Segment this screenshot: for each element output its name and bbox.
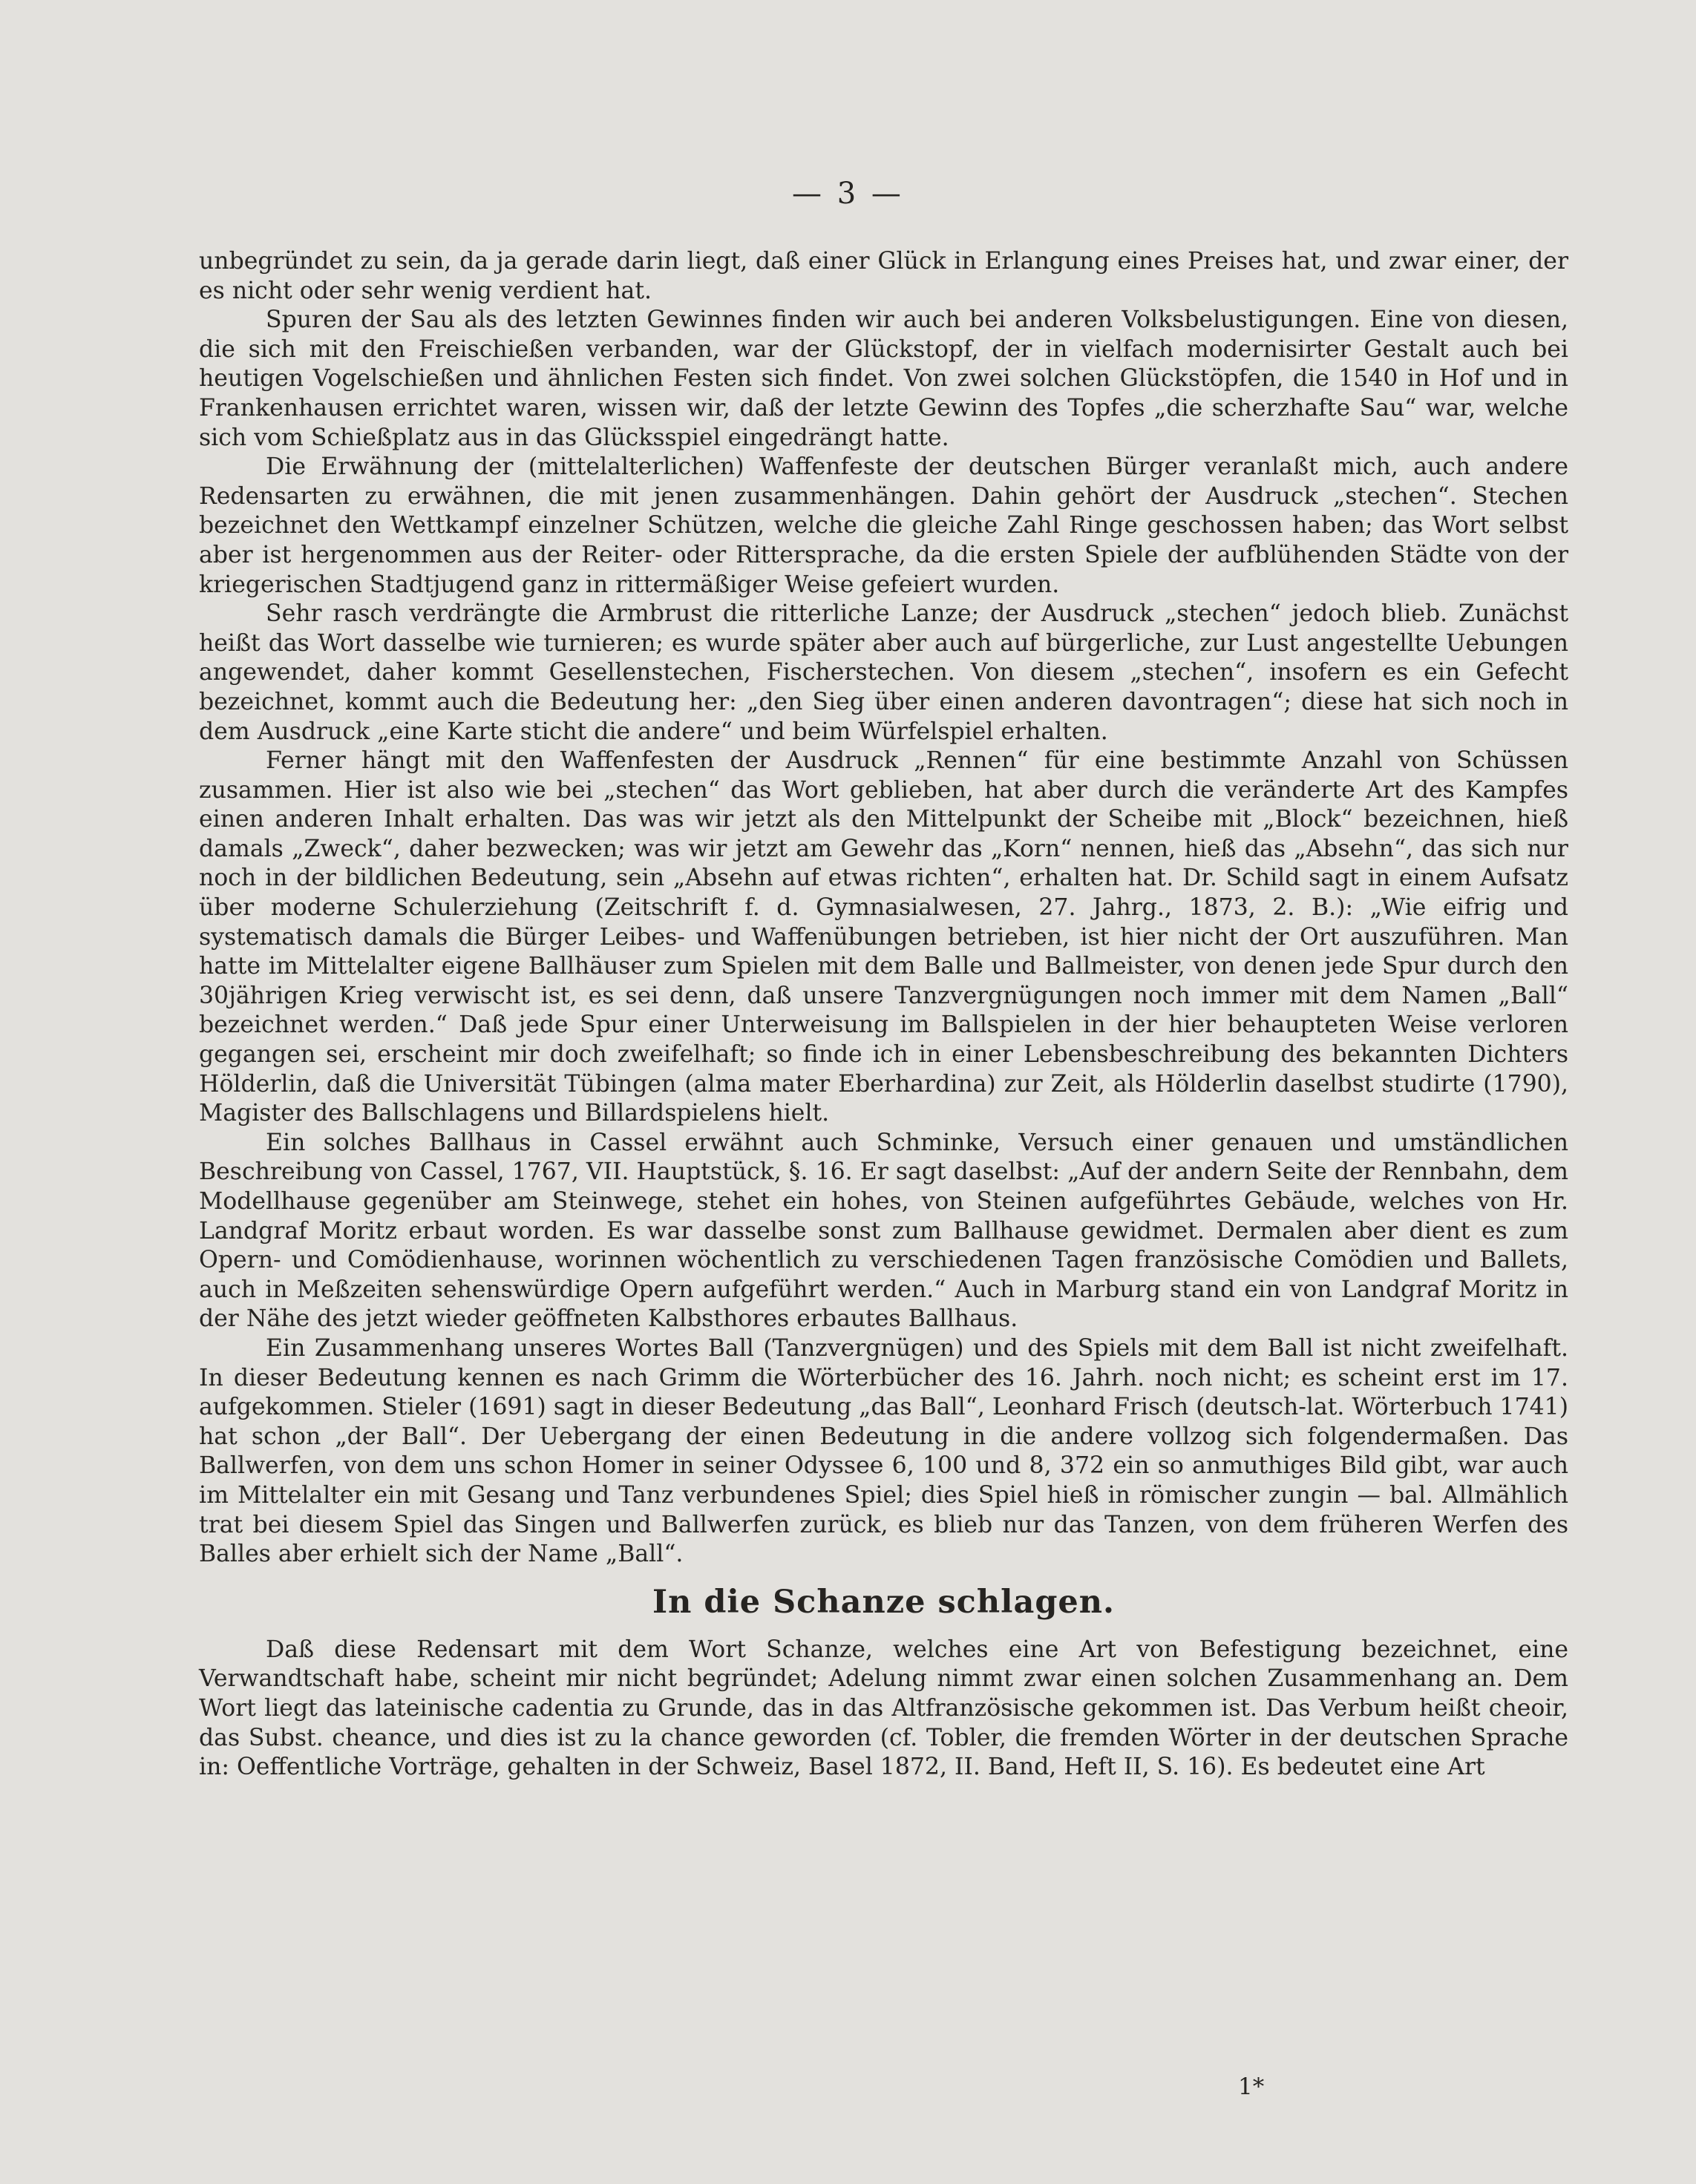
- paragraphs-before-heading: [199, 247, 1568, 1570]
- paragraph: Ferner hängt mit den Waffenfesten der Ausdruck „Rennen“ für eine bestimmte Anzahl von Schüssen zusammen. Hier ist also wie bei „stechen“ das Wort geblieben, hat aber durch die veränderte Art des Kampfes einen anderen Inhalt erhalten. Das was wir jetzt als den Mittelpunkt der Scheibe mit „Block“ bezeichnen, hieß damals „Zweck“, daher bezwecken; was wir jetzt am Gewehr das „Korn“ nennen, hieß das „Absehn“, das sich nur noch in der bildlichen Bedeutung, sein „Absehn auf etwas richten“, erhalten hat. Dr. Schild sagt in einem Aufsatz über moderne Schulerziehung (Zeitschrift f. d. Gymnasialwesen, 27. Jahrg., 1873, 2. B.): „Wie eifrig und systematisch damals die Bürger Leibes- und Waffenübungen betrieben, ist hier nicht der Ort auszuführen. Man hatte im Mittelalter eigene Ballhäuser zum Spielen mit dem Balle und Ballmeister, von denen jede Spur durch den 30jährigen Krieg verwischt ist, es sei denn, daß unsere Tanzvergnügungen noch immer mit dem Namen „Ball“ bezeichnet werden.“ Daß jede Spur einer Unterweisung im Ballspielen in der hier behaupteten Weise verloren gegangen sei, erscheint mir doch zweifelhaft; so finde ich in einer Lebensbeschreibung des bekannten Dichters Hölderlin, daß die Universität Tübingen (alma mater Eberhardina) zur Zeit, als Hölderlin daselbst studirte (1790), Magister des Ballschlagens und Billardspielens hielt.: [199, 747, 1568, 1127]
- paragraph: Daß diese Redensart mit dem Wort Schanze, welches eine Art von Befestigung bezeichnet, eine Verwandtschaft habe, scheint mir nicht begründet; Adelung nimmt zwar einen solchen Zusammenhang an. Dem Wort liegt das lateinische cadentia zu Grunde, das in das Altfranzösische gekommen ist. Das Verbum heißt cheoir, das Subst. cheance, und dies ist zu la chance geworden (cf. Tobler, die fremden Wörter in der deutschen Sprache in: Oeffentliche Vorträge, gehalten in der Schweiz, Basel 1872, II. Band, Heft II, S. 16). Es bedeutet eine Art: [199, 1636, 1568, 1781]
- paragraph: Ein solches Ballhaus in Cassel erwähnt auch Schminke, Versuch einer genauen und umständlichen Beschreibung von Cassel, 1767, VII. Hauptstück, §. 16. Er sagt daselbst: „Auf der andern Seite der Rennbahn, dem Modellhause gegenüber am Steinwege, stehet ein hohes, von Steinen aufgeführtes Gebäude, welches von Hr. Landgraf Moritz erbaut worden. Es war dasselbe sonst zum Ballhause gewidmet. Dermalen aber dient es zum Opern- und Comödienhause, worinnen wöchentlich zu verschiedenen Tagen französische Comödien und Ballets, auch in Meßzeiten sehenswürdige Opern aufgeführt werden.“ Auch in Marburg stand ein von Landgraf Moritz in der Nähe des jetzt wieder geöffneten Kalbsthores erbautes Ballhaus.: [199, 1129, 1568, 1333]
- paragraphs-after-heading: [199, 1636, 1568, 1783]
- body-text: [199, 247, 1568, 1783]
- paragraph: unbegründet zu sein, da ja gerade darin liegt, daß einer Glück in Erlangung eines Preises hat, und zwar einer, der es nicht oder sehr wenig verdient hat.: [199, 248, 1568, 304]
- paragraph: Sehr rasch verdrängte die Armbrust die ritterliche Lanze; der Ausdruck „stechen“ jedoch blieb. Zunächst heißt das Wort dasselbe wie turnieren; es wurde später aber auch auf bürgerliche, zur Lust angestellte Uebungen angewendet, daher kommt Gesellenstechen, Fischerstechen. Von diesem „stechen“, insofern es ein Gefecht bezeichnet, kommt auch die Bedeutung her: „den Sieg über einen anderen davontragen“; diese hat sich noch in dem Ausdruck „eine Karte sticht die andere“ und beim Würfelspiel erhalten.: [199, 600, 1568, 745]
- paragraph: Ein Zusammenhang unseres Wortes Ball (Tanzvergnügen) und des Spiels mit dem Ball ist nicht zweifelhaft. In dieser Bedeutung kennen es nach Grimm die Wörterbücher des 16. Jahrh. noch nicht; es scheint erst im 17. aufgekommen. Stieler (1691) sagt in dieser Bedeutung „das Ball“, Leonhard Frisch (deutsch-lat. Wörterbuch 1741) hat schon „der Ball“. Der Uebergang der einen Bedeutung in die andere vollzog sich folgendermaßen. Das Ballwerfen, von dem uns schon Homer in seiner Odyssee 6, 100 und 8, 372 ein so anmuthiges Bild gibt, war auch im Mittelalter ein mit Gesang und Tanz verbundenes Spiel; dies Spiel hieß in römischer zungin — bal. Allmählich trat bei diesem Spiel das Singen und Ballwerfen zurück, es blieb nur das Tanzen, von dem früheren Werfen des Balles aber erhielt sich der Name „Ball“.: [199, 1334, 1568, 1568]
- section-heading: In die Schanze schlagen.: [652, 1583, 1115, 1621]
- page-header-number: — 3 —: [792, 177, 904, 211]
- signature-mark: 1*: [1238, 2073, 1265, 2100]
- paragraph: Die Erwähnung der (mittelalterlichen) Waffenfeste der deutschen Bürger veranlaßt mich, auch andere Redensarten zu erwähnen, die mit jenen zusammenhängen. Dahin gehört der Ausdruck „stechen“. Stechen bezeichnet den Wettkampf einzelner Schützen, welche die gleiche Zahl Ringe geschossen haben; das Wort selbst aber ist hergenommen aus der Reiter- oder Rittersprache, da die ersten Spiele der aufblühenden Städte von der kriegerischen Stadtjugend ganz in rittermäßiger Weise gefeiert wurden.: [199, 453, 1568, 598]
- paragraph: Spuren der Sau als des letzten Gewinnes finden wir auch bei anderen Volksbelustigungen. Eine von diesen, die sich mit den Freischießen verbanden, war der Glückstopf, der in vielfach modernisirter Gestalt auch bei heutigen Vogelschießen und ähnlichen Festen sich findet. Von zwei solchen Glückstöpfen, die 1540 in Hof und in Frankenhausen errichtet waren, wissen wir, daß der letzte Gewinn des Topfes „die scherzhafte Sau“ war, welche sich vom Schießplatz aus in das Glücksspiel eingedrängt hatte.: [199, 306, 1568, 451]
